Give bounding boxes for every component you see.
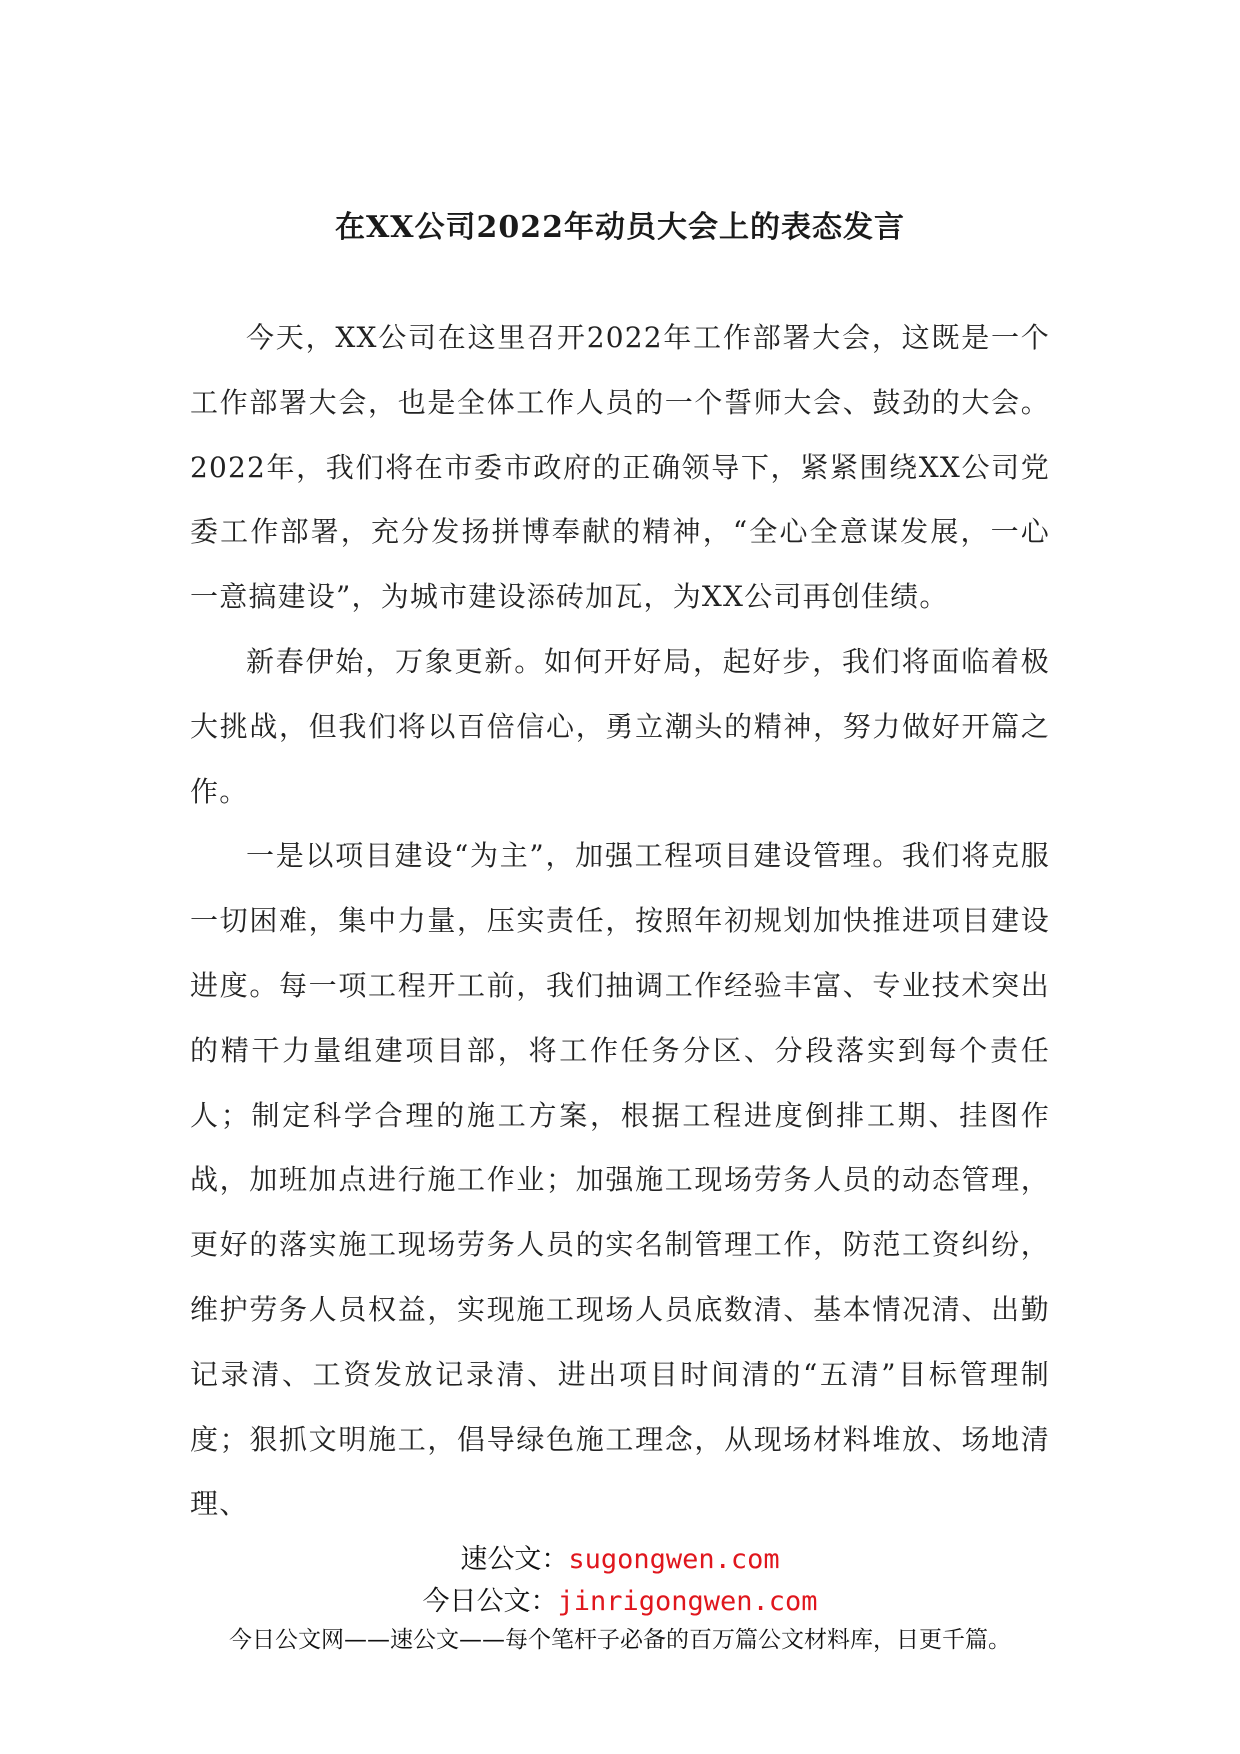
footer-label-2: 今日公文： (422, 1586, 558, 1617)
footer-label-1: 速公文： (460, 1544, 569, 1575)
footer-slogan: 今日公文网——速公文——每个笔杆子必备的百万篇公文材料库，日更千篇。 (229, 1627, 1011, 1653)
paragraph-opening: 今天，XX公司在这里召开2022年工作部署大会，这既是一个工作部署大会，也是全体工作人员的一个誓师大会、鼓劲的大会。2022年，我们将在市委市政府的正确领导下，紧紧围绕XX公司党委工作部署，充分发扬拼博奉献的精神，“全心全意谋发展，一心一意搞建设”，为城市建设添砖加瓦，为XX公司再创佳绩。 (190, 321, 1050, 614)
footer-link-jinrigongwen[interactable]: jinrigongwen.com (557, 1586, 818, 1617)
paragraph-project-construction: 一是以项目建设“为主”，加强工程项目建设管理。我们将克服一切困难，集中力量，压实责任，按照年初规划加快推进项目建设进度。每一项工程开工前，我们抽调工作经验丰富、专业技术突出的精干力量组建项目部，将工作任务分区、分段落实到每个责任人；制定科学合理的施工方案，根据工程进度倒排工期、挂图作战，加班加点进行施工作业；加强施工现场劳务人员的动态管理，更好的落实施工现场劳务人员的实名制管理工作，防范工资纠纷，维护劳务人员权益，实现施工现场人员底数清、基本情况清、出勤记录清、工资发放记录清、进出项目时间清的“五清”目标管理制度；狠抓文明施工，倡导绿色施工理念，从现场材料堆放、场地清理、 (190, 839, 1050, 1521)
footer-link-sugongwen[interactable]: sugongwen.com (568, 1544, 780, 1575)
footer-site-1 (0, 1542, 1240, 1578)
document-body (190, 306, 1050, 1537)
footer-site-2 (0, 1584, 1240, 1620)
document-title: 在XX公司2022年动员大会上的表态发言 (334, 210, 906, 245)
paragraph-new-spring: 新春伊始，万象更新。如何开好局，起好步，我们将面临着极大挑战，但我们将以百倍信心，勇立潮头的精神，努力做好开篇之作。 (190, 644, 1050, 808)
